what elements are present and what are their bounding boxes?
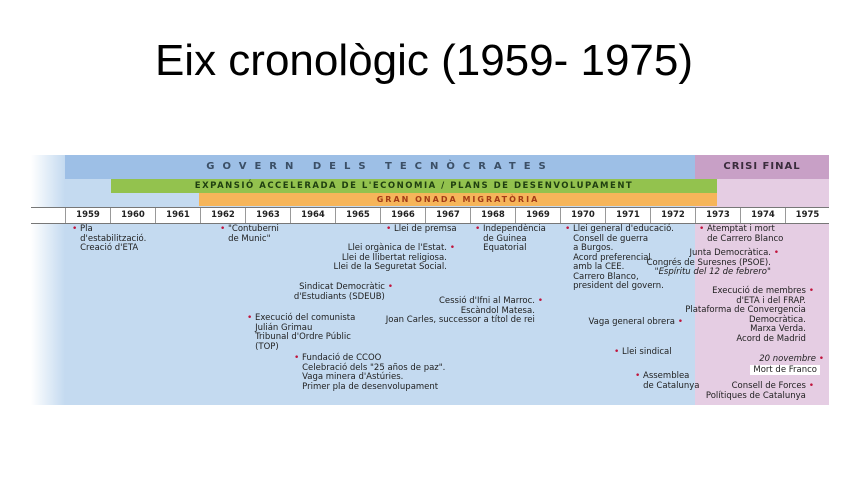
event-line: Llei de llibertat religiosa.: [341, 252, 447, 263]
event-line: Sindicat Democràtic: [299, 282, 385, 292]
event-independencia-guinea: [475, 225, 546, 254]
year-label: 1975: [785, 208, 829, 223]
event-line: 20 novembre: [759, 354, 816, 364]
year-label: 1963: [245, 208, 290, 223]
event-line: Llei sindical: [622, 347, 672, 357]
event-dot-icon: •: [475, 224, 481, 234]
timeline-fade: [31, 155, 65, 405]
year-axis: [31, 207, 829, 224]
year-label: 1959: [65, 208, 110, 223]
year-label: 1968: [470, 208, 515, 223]
event-line: Execució del comunista: [255, 313, 356, 323]
event-line: Acord de Madrid: [736, 333, 806, 344]
band-govern-tecnocrates: GOVERN DELS TECNÒCRATES: [65, 155, 695, 179]
year-label: 1961: [155, 208, 200, 223]
event-line: Mort de Franco: [750, 365, 820, 375]
event-execucio-grimau: [247, 314, 355, 352]
event-fundacio-ccoo: [294, 354, 445, 392]
event-line: Democràtica.: [748, 314, 806, 325]
event-pla-estabilitzacio: [72, 225, 146, 254]
event-dot-icon: •: [635, 371, 641, 381]
band-onada-migratoria: GRAN ONADA MIGRATÒRIA: [199, 193, 717, 206]
band-expansio-economia: EXPANSIÓ ACCELERADA DE L'ECONOMIA / PLANS DE DESENVOLUPAMENT: [111, 179, 717, 193]
event-line: Execució de membres: [712, 286, 806, 296]
event-line: de Guinea: [483, 233, 527, 244]
event-line: Fundació de CCOO: [302, 353, 382, 363]
event-20-novembre: [691, 355, 824, 365]
event-line: Celebració dels "25 años de paz".: [302, 362, 446, 373]
year-label: 1972: [650, 208, 695, 223]
event-line: Carrero Blanco,: [573, 271, 639, 282]
event-line: Joan Carles, successor a títol de rei: [385, 315, 535, 325]
event-line: Independència: [483, 224, 546, 234]
year-label: 1964: [290, 208, 335, 223]
event-line: Congrés de Suresnes (PSOE).: [646, 257, 771, 268]
year-label: 1970: [560, 208, 605, 223]
event-line: Pla: [80, 224, 93, 234]
event-dot-icon: •: [818, 354, 824, 364]
event-line: Consell de guerra: [573, 233, 649, 244]
event-line: "Espíritu del 12 de febrero": [654, 267, 771, 277]
event-dot-icon: •: [677, 317, 683, 327]
year-label: 1966: [380, 208, 425, 223]
year-label: 1974: [740, 208, 785, 223]
event-mort-franco: [691, 366, 820, 376]
event-line: Primer pla de desenvolupament: [302, 381, 439, 392]
event-line: Acord preferencial: [573, 252, 651, 263]
event-line: Cessió d'Ifni al Marroc.: [438, 296, 535, 306]
event-line: Llei de premsa: [394, 224, 457, 234]
event-dot-icon: •: [387, 282, 393, 292]
event-line: Plataforma de Convergencia: [685, 305, 806, 315]
event-atemptat-carrero: [699, 225, 783, 244]
event-dot-icon: •: [294, 353, 300, 363]
event-junta-democratica: [641, 249, 779, 278]
event-dot-icon: •: [247, 313, 253, 323]
event-line: (TOP): [255, 341, 279, 352]
event-dot-icon: •: [773, 248, 779, 258]
event-line: d'estabilització.: [80, 233, 147, 244]
event-line: Llei de la Seguretat Social.: [333, 262, 447, 272]
year-label: 1962: [200, 208, 245, 223]
event-line: de Catalunya: [643, 380, 700, 391]
event-line: Julián Grimau: [255, 322, 313, 333]
event-line: Assemblea: [643, 371, 690, 381]
band-crisi-final: CRISI FINAL: [695, 155, 829, 179]
timeline-chart: [31, 155, 829, 405]
event-line: Llei general d'educació.: [573, 224, 674, 234]
event-line: Equatorial: [483, 243, 527, 253]
event-dot-icon: •: [449, 243, 455, 253]
event-line: Creació d'ETA: [80, 243, 139, 253]
event-dot-icon: •: [537, 296, 543, 306]
event-consell-forces: [671, 382, 814, 401]
event-line: Junta Democràtica.: [689, 248, 771, 258]
event-line: Atemptat i mort: [707, 224, 775, 234]
event-line: Marxa Verda.: [750, 324, 806, 334]
event-dot-icon: •: [72, 224, 78, 234]
event-llei-sindical: [614, 348, 672, 358]
event-line: d'Estudiants (SDEUB): [293, 291, 385, 302]
event-llei-organica: [331, 244, 455, 273]
event-dot-icon: •: [565, 224, 571, 234]
year-label: 1965: [335, 208, 380, 223]
event-contuberni-munic: [220, 225, 279, 244]
year-label: 1973: [695, 208, 740, 223]
event-vaga-general: [571, 318, 683, 328]
event-dot-icon: •: [699, 224, 705, 234]
event-line: "Contuberni: [228, 224, 279, 234]
event-line: d'ETA i del FRAP.: [736, 295, 806, 306]
event-line: de Munic": [228, 233, 271, 244]
event-dot-icon: •: [808, 381, 814, 391]
event-line: president del govern.: [573, 281, 664, 291]
event-llei-premsa: [386, 225, 457, 235]
year-label: 1971: [605, 208, 650, 223]
event-line: Consell de Forces: [731, 381, 806, 391]
event-line: de Carrero Blanco: [707, 233, 784, 244]
event-line: Llei orgànica de l'Estat.: [347, 243, 447, 253]
event-line: Polítiques de Catalunya: [705, 390, 806, 401]
event-cessio-ifni: [371, 297, 543, 326]
event-line: Tribunal d'Ordre Públic: [255, 332, 351, 342]
event-line: Escàndol Matesa.: [460, 305, 535, 316]
event-dot-icon: •: [220, 224, 226, 234]
year-label: 1969: [515, 208, 560, 223]
event-line: a Burgos.: [573, 243, 614, 253]
year-label: 1960: [110, 208, 155, 223]
slide-title: Eix cronològic (1959- 1975): [154, 36, 694, 85]
event-dot-icon: •: [386, 224, 392, 234]
year-label: 1967: [425, 208, 470, 223]
event-dot-icon: •: [808, 286, 814, 296]
event-dot-icon: •: [614, 347, 620, 357]
event-line: amb la CEE.: [573, 262, 625, 272]
event-execucio-eta-frap: [671, 287, 814, 344]
event-line: Vaga general obrera: [588, 317, 675, 327]
event-line: Vaga minera d'Astúries.: [302, 372, 404, 382]
